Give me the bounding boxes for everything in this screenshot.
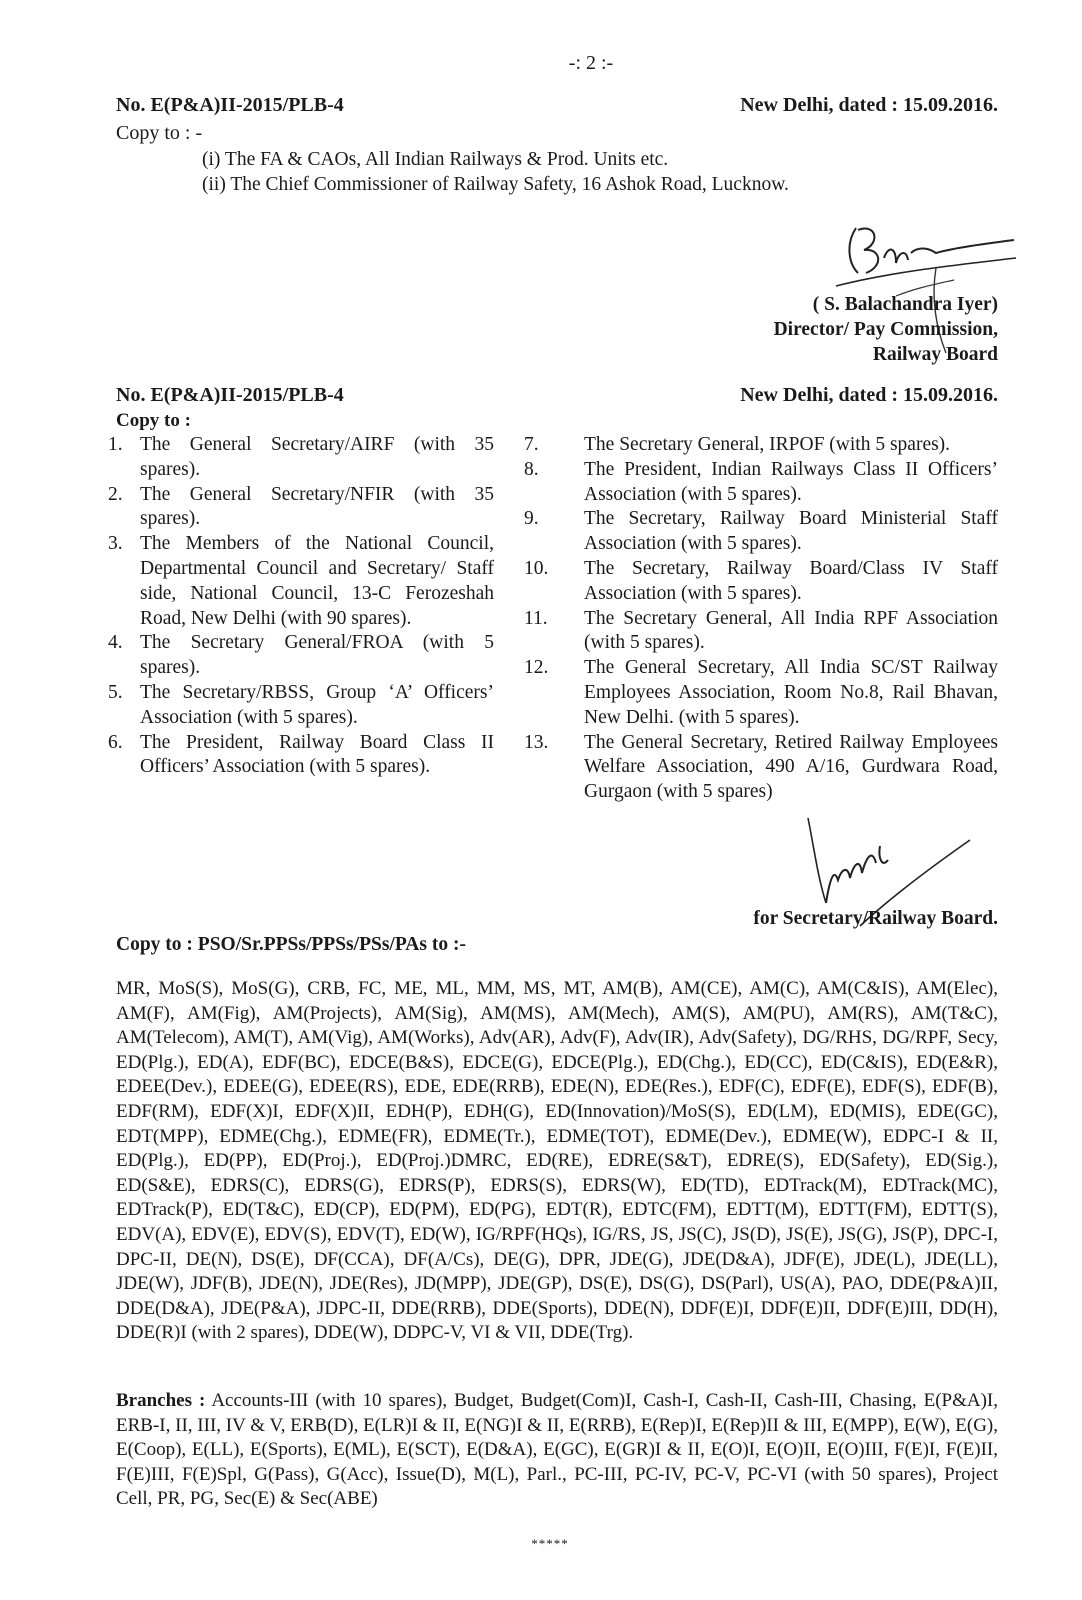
- reference-number: No. E(P&A)II-2015/PLB-4: [116, 94, 344, 116]
- reference-number: No. E(P&A)II-2015/PLB-4: [116, 384, 344, 406]
- list-item: 7. The Secretary General, IRPOF (with 5 spares).: [524, 434, 951, 455]
- list-item: 12. The General Secretary, All India SC/ST Railway Employees Association, Room No.8, Rail Bhavan, New Delhi. (with 5 spares).: [524, 657, 998, 728]
- recipient-list-left: [108, 433, 494, 780]
- copy-to-label: Copy to :: [116, 410, 191, 431]
- copy-to-label: Copy to : -: [116, 122, 203, 144]
- branches-list: Accounts-III (with 10 spares), Budget, Budget(Com)I, Cash-I, Cash-II, Cash-III, Chasing, E(P&A)I, ERB-I, II, III, IV & V, ERB(D), E(LR)I & II, E(NG)I & II, E(RRB), E(Rep)I, E(Rep)II & III, E(MPP), E(W), E(G), E(Coop), E(LL), E(Sports), E(ML), E(SCT), E(D&A), E(GC), E(GR)I & II, E(O)I, E(O)II, E(O)III, F(E)I, F(E)II, F(E)III, F(E)Spl, G(Pass), G(Acc), Issue(D), M(L), Parl., PC-III, PC-IV, PC-V, PC-VI (with 50 spares), Project Cell, PR, PG, Sec(E) & Sec(ABE): [116, 1390, 998, 1510]
- list-item: 2. The General Secretary/NFIR (with 35 spares).: [108, 483, 494, 530]
- list-item: 9. The Secretary, Railway Board Ministerial Staff Association (with 5 spares).: [524, 508, 998, 555]
- signatory-block: [774, 292, 998, 367]
- date-line: New Delhi, dated : 15.09.2016.: [740, 384, 998, 406]
- list-item: 8. The President, Indian Railways Class II Officers’ Association (with 5 spares).: [524, 458, 998, 505]
- list-item: 10. The Secretary, Railway Board/Class IV Staff Association (with 5 spares).: [524, 557, 998, 604]
- copy-recipient: (i) The FA & CAOs, All Indian Railways & Prod. Units etc.: [202, 149, 669, 170]
- list-item: 5. The Secretary/RBSS, Group ‘A’ Officers’ Association (with 5 spares).: [108, 681, 494, 728]
- reference-header-2: [116, 384, 998, 407]
- list-item: 1. The General Secretary/AIRF (with 35 spares).: [108, 434, 494, 480]
- list-item: 6. The President, Railway Board Class II Officers’ Association (with 5 spares).: [108, 731, 494, 778]
- signoff-line: for Secretary/Railway Board.: [753, 908, 998, 929]
- list-item: 11. The Secretary General, All India RPF Association (with 5 spares).: [524, 607, 998, 654]
- recipient-list-right: [524, 433, 998, 805]
- copy-to-pso-label: Copy to : PSO/Sr.PPSs/PPSs/PSs/PAs to :-: [116, 934, 466, 955]
- officers-distribution-list: MR, MoS(S), MoS(G), CRB, FC, ME, ML, MM, MS, MT, AM(B), AM(CE), AM(C), AM(C&IS), AM(Elec), AM(F), AM(Fig), AM(Projects), AM(Sig), AM(MS), AM(Mech), AM(S), AM(PU), AM(RS), AM(T&C), AM(Telecom), AM(T), AM(Vig), AM(Works), Adv(AR), Adv(F), Adv(IR), Adv(Safety), DG/RHS, DG/RPF, Secy, ED(Plg.), ED(A), EDF(BC), EDCE(B&S), EDCE(G), EDCE(Plg.), ED(Chg.), ED(CC), ED(C&IS), ED(E&R), EDEE(Dev.), EDEE(G), EDEE(RS), EDE, EDE(RRB), EDE(N), EDE(Res.), EDF(C), EDF(E), EDF(S), EDF(B), EDF(RM), EDF(X)I, EDF(X)II, EDH(P), EDH(G), ED(Innovation)/MoS(S), ED(LM), ED(MIS), EDE(GC), EDT(MPP), EDME(Chg.), EDME(FR), EDME(Tr.), EDME(TOT), EDME(Dev.), EDME(W), EDPC-I & II, ED(Plg.), ED(PP), ED(Proj.), ED(Proj.)DMRC, ED(RE), EDRE(S&T), EDRE(S), ED(Safety), ED(Sig.), ED(S&E), EDRS(C), EDRS(G), EDRS(P), EDRS(S), EDRS(W), ED(TD), EDTrack(M), EDTrack(MC), EDTrack(P), ED(T&C), ED(CP), ED(PM), ED(PG), EDT(R), EDTC(FM), EDTT(M), EDTT(FM), EDTT(S), EDV(A), EDV(E), EDV(S), EDV(T), ED(W), IG/RPF(HQs), IG/RS, JS, JS(C), JS(D), JS(E), JS(G), JS(P), DPC-I, DPC-II, DE(N), DS(E), DF(CCA), DF(A/Cs), DE(G), DPR, JDE(G), JDE(D&A), JDF(E), JDE(L), JDE(LL), JDE(W), JDF(B), JDE(N), JDE(Res), JD(MPP), JDE(GP), DS(E), DS(G), DS(Parl), US(A), PAO, DDE(P&A)II, DDE(D&A), JDE(P&A), JDPC-II, DDE(RRB), DDE(Sports), DDE(N), DDF(E)I, DDF(E)II, DDF(E)III, DD(H), DDE(R)I (with 2 spares), DDE(W), DDPC-V, VI & VII, DDE(Trg).: [116, 978, 998, 1344]
- copy-recipient: (ii) The Chief Commissioner of Railway Safety, 16 Ashok Road, Lucknow.: [202, 174, 789, 195]
- branches-label: Branches :: [116, 1390, 206, 1411]
- page-number: -: 2 :-: [568, 52, 614, 74]
- list-item: 4. The Secretary General/FROA (with 5 spares).: [108, 632, 494, 679]
- reference-header-1: [116, 94, 998, 117]
- signatory-name: ( S. Balachandra Iyer): [812, 294, 998, 315]
- signatory-organisation: Railway Board: [872, 344, 998, 365]
- end-marker: *****: [531, 1536, 569, 1551]
- branches-distribution: [116, 1389, 998, 1512]
- signatory-designation: Director/ Pay Commission,: [773, 319, 998, 340]
- list-item: 3. The Members of the National Council, Departmental Council and Secretary/ Staff side, National Council, 13-C Ferozeshah Road, New Delhi (with 90 spares).: [108, 533, 494, 629]
- list-item: 13. The General Secretary, Retired Railway Employees Welfare Association, 490 A/16, Gurdwara Road, Gurgaon (with 5 spares): [524, 731, 998, 803]
- date-line: New Delhi, dated : 15.09.2016.: [740, 94, 998, 116]
